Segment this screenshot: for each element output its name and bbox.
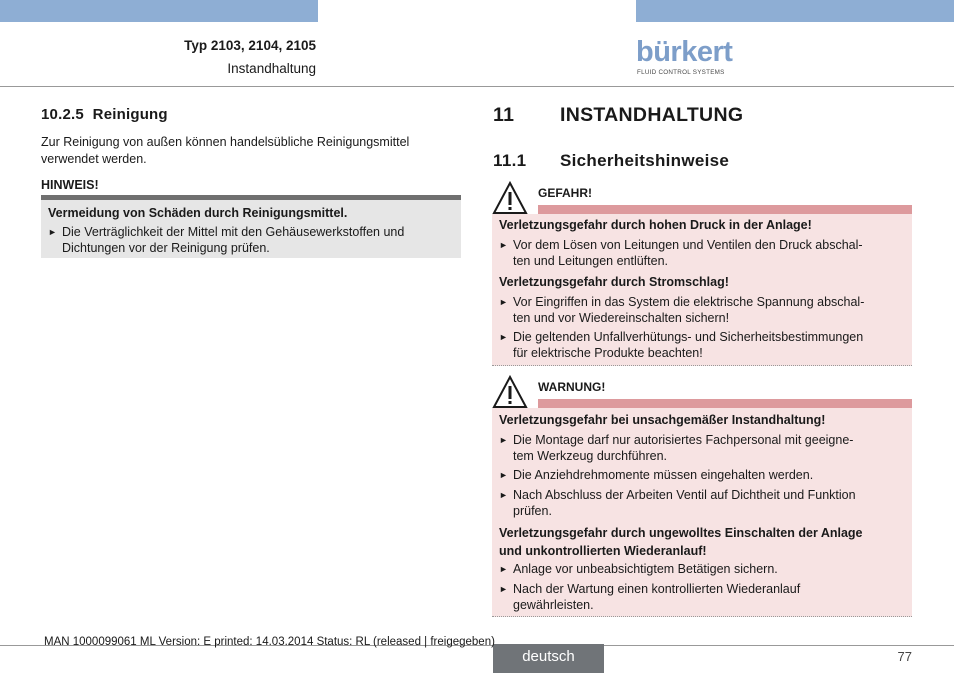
danger-bar bbox=[538, 205, 912, 214]
danger-bullet bbox=[499, 329, 909, 361]
bullet-line: ten und vor Wiedereinschalten sichern! bbox=[513, 311, 730, 325]
warning-bar bbox=[538, 399, 912, 408]
page-number: 77 bbox=[897, 649, 912, 664]
bullet-line: Die Montage darf nur autorisiertes Fachpersonal mit geeigne- bbox=[513, 433, 854, 447]
bullet-line: Anlage vor unbeabsichtigtem Betätigen sichern. bbox=[513, 562, 778, 576]
section-heading-11-1 bbox=[493, 151, 730, 171]
top-bar-left bbox=[0, 0, 318, 22]
danger-bullet bbox=[499, 294, 909, 326]
bullet-line: für elektrische Produkte beachten! bbox=[513, 346, 703, 360]
section-title: Reinigung bbox=[92, 106, 168, 123]
bullet-line: Vor Eingriffen in das System die elektrische Spannung abschal- bbox=[513, 295, 865, 309]
section-title: Sicherheitshinweise bbox=[560, 151, 730, 170]
section-heading-10-2-5 bbox=[41, 106, 168, 123]
warning-bullet bbox=[499, 487, 909, 519]
document-info: MAN 1000099061 ML Version: E printed: 14.03.2014 Status: RL (released | freigegeben) bbox=[44, 636, 495, 648]
warning-triangle-icon bbox=[492, 375, 528, 409]
logo-word: bürkert bbox=[636, 36, 733, 68]
section-number: 10.2.5 bbox=[41, 106, 84, 123]
notice-box-title: Vermeidung von Schäden durch Reinigungsmittel. bbox=[48, 206, 348, 220]
warning-bullet bbox=[499, 467, 909, 483]
heading-line: Verletzungsgefahr durch ungewolltes Einschalten der Anlage bbox=[499, 526, 863, 540]
header-title: Typ 2103, 2104, 2105 bbox=[184, 38, 316, 53]
header-subtitle: Instandhaltung bbox=[227, 61, 316, 76]
notice-box bbox=[41, 195, 461, 258]
bullet-line: prüfen. bbox=[513, 504, 552, 518]
warning-heading-restart bbox=[499, 524, 863, 560]
danger-heading-pressure: Verletzungsgefahr durch hohen Druck in der Anlage! bbox=[499, 218, 812, 232]
triangle-right-icon: ► bbox=[499, 564, 508, 574]
danger-heading-electric: Verletzungsgefahr durch Stromschlag! bbox=[499, 275, 729, 289]
chapter-title: INSTANDHALTUNG bbox=[560, 104, 744, 126]
triangle-right-icon: ► bbox=[499, 435, 508, 445]
triangle-right-icon: ► bbox=[499, 240, 508, 250]
warning-label: WARNUNG! bbox=[538, 380, 606, 394]
bullet-line: tem Werkzeug durchführen. bbox=[513, 449, 668, 463]
burkert-logo bbox=[636, 36, 736, 80]
header-divider bbox=[0, 86, 954, 87]
top-bar-right bbox=[636, 0, 954, 22]
heading-line: und unkontrollierten Wiederanlauf! bbox=[499, 544, 707, 558]
bullet-line: Die geltenden Unfallverhütungs- und Sicherheitsbestimmungen bbox=[513, 330, 864, 344]
bullet-line: Die Verträglichkeit der Mittel mit den Gehäusewerkstoffen und bbox=[62, 225, 405, 239]
notice-bullet bbox=[48, 224, 456, 256]
danger-label: GEFAHR! bbox=[538, 186, 592, 200]
warning-box bbox=[492, 408, 912, 617]
triangle-right-icon: ► bbox=[499, 490, 508, 500]
bullet-line: ten und Leitungen entlüften. bbox=[513, 254, 668, 268]
warning-triangle-icon bbox=[492, 181, 528, 215]
chapter-heading bbox=[493, 104, 744, 127]
danger-bullet bbox=[499, 237, 909, 269]
bullet-line: Nach Abschluss der Arbeiten Ventil auf Dichtheit und Funktion bbox=[513, 488, 856, 502]
section-number: 11.1 bbox=[493, 151, 527, 170]
language-tab: deutsch bbox=[493, 644, 604, 673]
bullet-line: gewährleisten. bbox=[513, 598, 594, 612]
bullet-line: Vor dem Lösen von Leitungen und Ventilen den Druck abschal- bbox=[513, 238, 863, 252]
triangle-right-icon: ► bbox=[48, 227, 57, 237]
triangle-right-icon: ► bbox=[499, 332, 508, 342]
chapter-number: 11 bbox=[493, 104, 515, 126]
warning-bullet bbox=[499, 581, 909, 613]
bullet-line: Die Anziehdrehmomente müssen eingehalten werden. bbox=[513, 468, 814, 482]
bullet-line: Dichtungen vor der Reinigung prüfen. bbox=[62, 241, 270, 255]
triangle-right-icon: ► bbox=[499, 297, 508, 307]
danger-box bbox=[492, 214, 912, 366]
triangle-right-icon: ► bbox=[499, 470, 508, 480]
logo-tagline: FLUID CONTROL SYSTEMS bbox=[637, 69, 725, 76]
notice-label: HINWEIS! bbox=[41, 178, 99, 192]
warning-heading-maintenance: Verletzungsgefahr bei unsachgemäßer Instandhaltung! bbox=[499, 413, 826, 427]
bullet-line: Nach der Wartung einen kontrollierten Wiederanlauf bbox=[513, 582, 801, 596]
triangle-right-icon: ► bbox=[499, 584, 508, 594]
cleaning-paragraph: Zur Reinigung von außen können handelsübliche Reinigungsmittel verwendet werden. bbox=[41, 135, 410, 166]
warning-bullet bbox=[499, 432, 909, 464]
warning-bullet bbox=[499, 561, 909, 577]
